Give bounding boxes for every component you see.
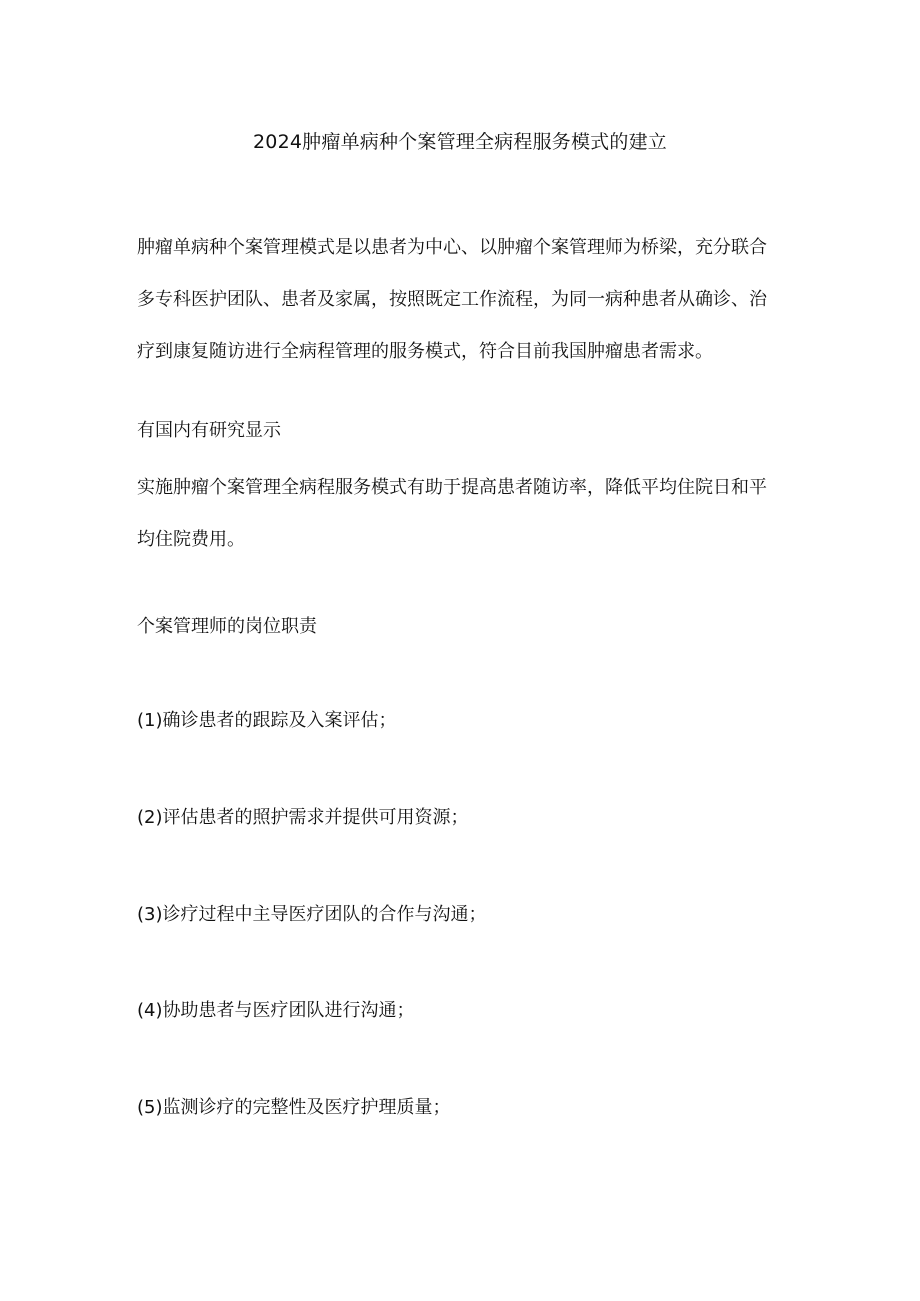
duties-heading: 个案管理师的岗位职责 — [137, 616, 317, 637]
duty-item: (2)评估患者的照护需求并提供可用资源； — [137, 807, 469, 828]
intro-line: 多专科医护团队、患者及家属，按照既定工作流程，为同一病种患者从确诊、治 — [137, 289, 767, 310]
duty-item: (1)确诊患者的跟踪及入案评估； — [137, 710, 397, 731]
intro-line: 疗到康复随访进行全病程管理的服务模式，符合目前我国肿瘤患者需求。 — [137, 341, 713, 362]
duty-item: (3)诊疗过程中主导医疗团队的合作与沟通； — [137, 904, 487, 925]
document-title: 2024肿瘤单病种个案管理全病程服务模式的建立 — [253, 131, 667, 153]
research-line: 均住院费用。 — [137, 529, 245, 550]
duty-item: (5)监测诊疗的完整性及医疗护理质量； — [137, 1097, 451, 1118]
research-heading: 有国内有研究显示 — [137, 420, 281, 441]
research-line: 实施肿瘤个案管理全病程服务模式有助于提高患者随访率，降低平均住院日和平 — [137, 477, 767, 498]
research-paragraph — [137, 462, 787, 566]
intro-line: 肿瘤单病种个案管理模式是以患者为中心、以肿瘤个案管理师为桥梁，充分联合 — [137, 237, 767, 258]
intro-paragraph — [137, 222, 787, 378]
duty-item: (4)协助患者与医疗团队进行沟通； — [137, 1000, 415, 1021]
